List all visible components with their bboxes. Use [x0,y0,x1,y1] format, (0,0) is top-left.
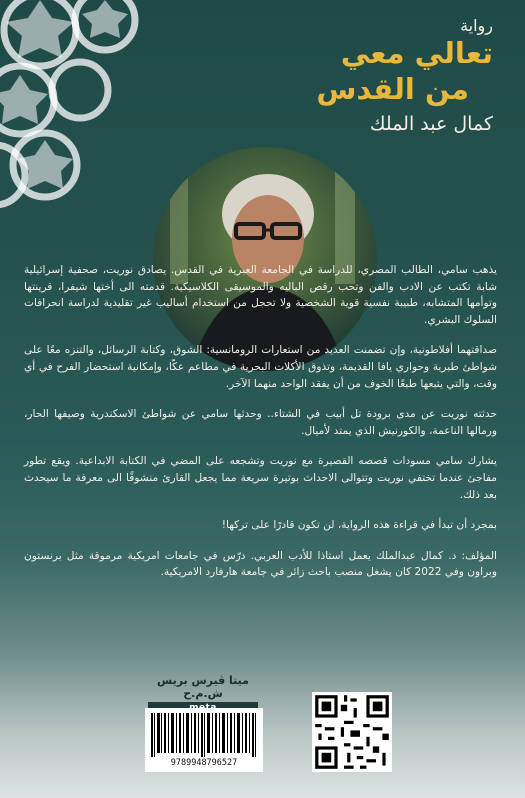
book-title-line-1: تعالي معي [340,36,493,70]
cover-header [193,10,493,135]
blurb-paragraph: صداقتهما أفلاطونية، وإن تضمنت العديد من استعارات الرومانسية: الشوق، وكتابة الرسائل، والتنزه معًا على شواطئ طبرية وحواري يافا القديمة، وتذوق الأكلات البحرية في مطاعم عكّا، وإمكانية استحضار الفرح في أي وقت، والتي يتبعها طبعًا الخوف من أن يفقد الواحد منهما الآخر. [24,344,497,390]
author-name: كمال عبد الملك [369,113,493,135]
isbn-barcode [145,708,263,772]
back-cover-blurb [24,262,497,595]
arabesque-pattern-icon [0,0,150,210]
book-title-line-2: من القدس [316,72,469,106]
qr-code-icon [312,692,392,772]
blurb-paragraph: يذهب سامي، الطالب المصري، للدراسة في الجامعة العبرية في القدس. يصادق نوريت، صحفية إسرائيلية شابة تكتب عن الادب والفن وتحب رقص الباليه والموسيقى الكلاسيكية. قدمته الى أختها شيفرا، قرينتها وتوأمها المتشابه، طبيبة نفسية قوية الشخصية ولا تحجل من استخدام أساليب غير تقليدية لدراسة انحرافات السلوك البشري. [24,264,497,326]
blurb-paragraph: حدثته نوريت عن مدى برودة تل أبيب في الشتاء.. وحدثها سامي عن شواطئ الاسكندرية وصيفها الحار، ورمالها الناعمة، والكورنيش الذي يمتد لأميال. [24,408,497,437]
publisher-name-arabic: ميتا ڤيرس بريس ش.م.ح [157,674,249,700]
author-bio: المؤلف: د. كمال عبدالملك يعمل استاذا للأدب العربي. درّس في جامعات امريكية مرموقة مثل برنستون وبراون وفي 2022 كان يشغل منصب باحث زائر في جامعة هارفارد الامريكية. [24,549,497,579]
blurb-paragraph: يشارك سامي مسودات قصصه القصيرة مع نوريت وتشجعه على المضي في الكتابة الابداعية. ويقع تطور مفاجئ عندما تختفي نوريت وتتوالى الاحداث بوتيرة سريعة مما يجعل القارئ منشوقًا الى معرفة ما سيحدث بعد ذلك. [24,455,497,501]
blurb-paragraph: بمجرد أن تبدأ في قراءة هذه الرواية، لن تكون قادرًا على تركها! [221,519,497,532]
isbn-number: 9789948796527 [170,758,238,768]
barcode-icon [151,713,257,757]
genre-label: رواية [460,16,493,35]
